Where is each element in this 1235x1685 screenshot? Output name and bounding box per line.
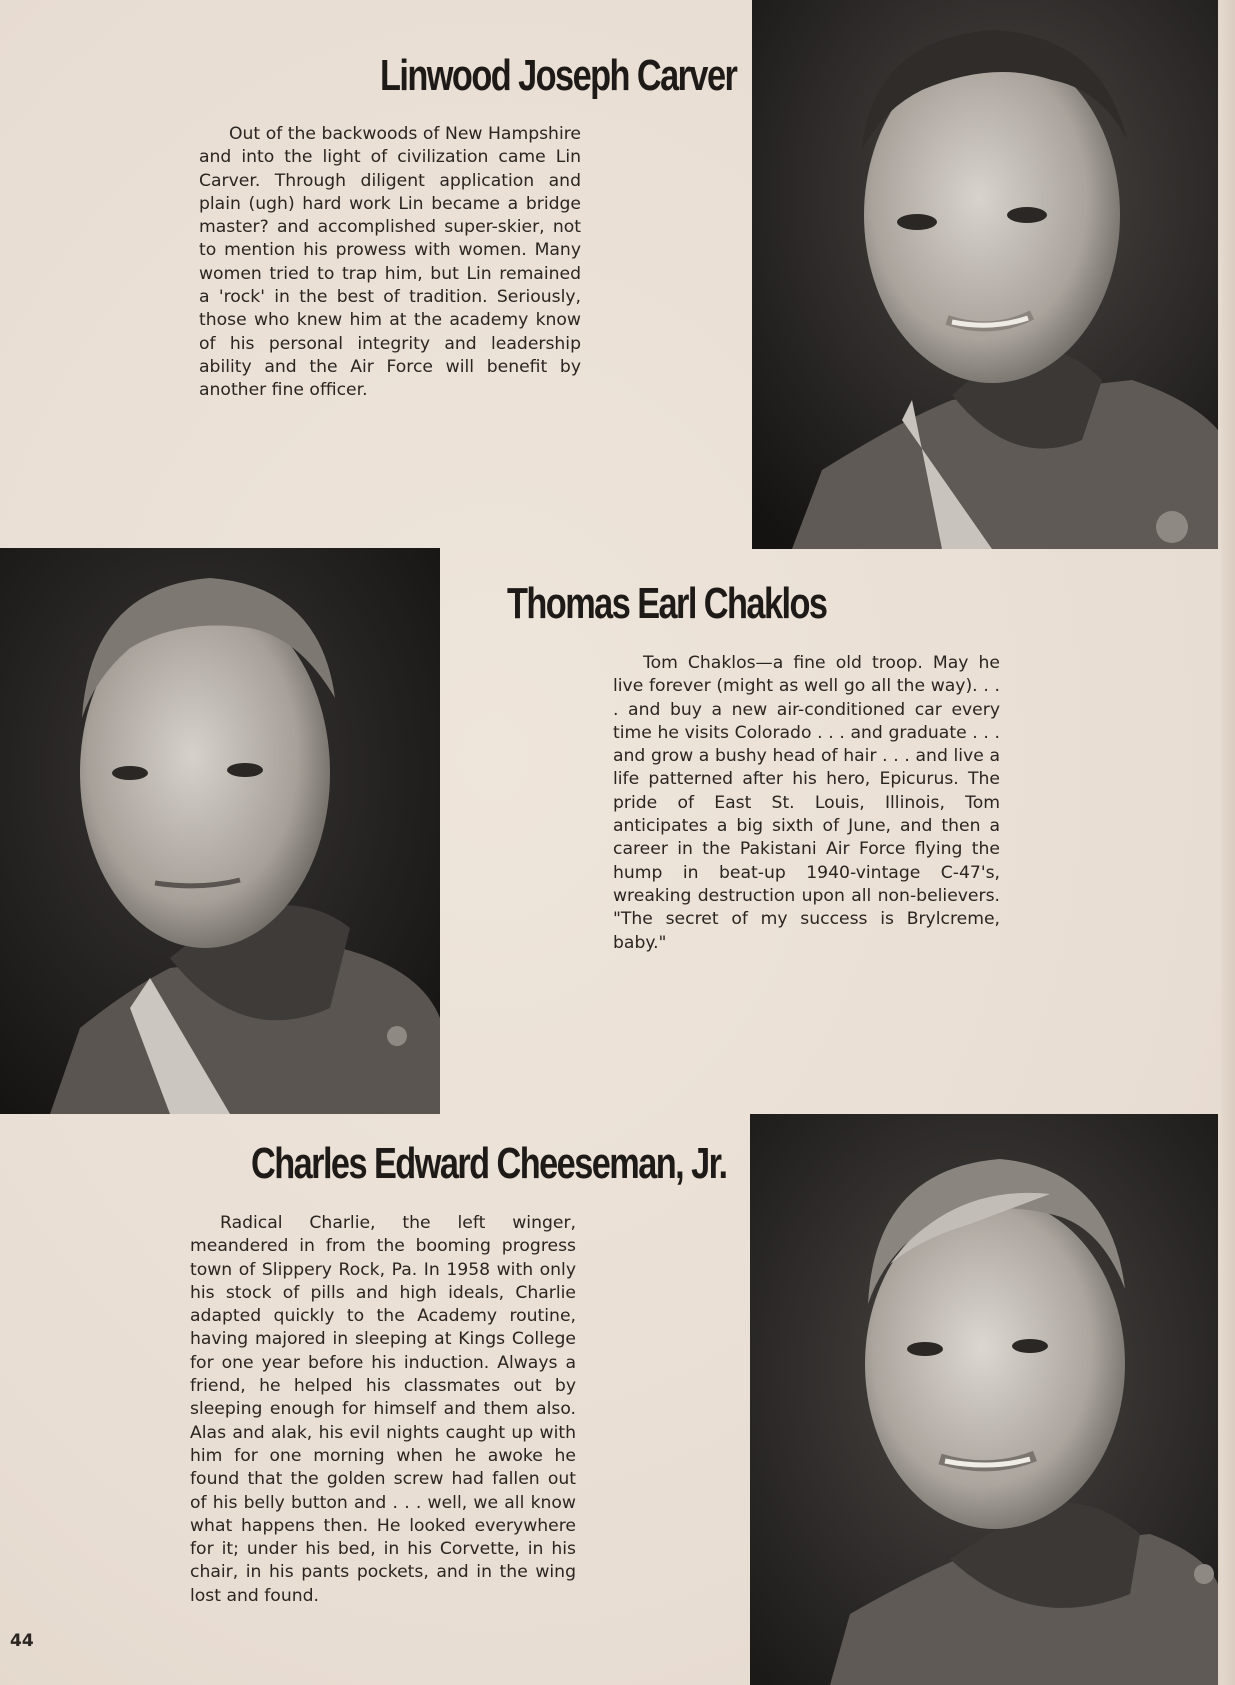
entry-name: Thomas Earl Chaklos xyxy=(507,579,827,628)
entry-name: Charles Edward Cheeseman, Jr. xyxy=(251,1139,727,1188)
entry-bio: Out of the backwoods of New Hampshire and into the light of civilization came Lin Carver. Through diligent application and plain (ugh) hard work Lin became a bridge master? and accomplished super-skier, not to mention his prowess with women. Many women tried to trap him, but Lin remained a 'rock' in the best of tradition. Seriously, those who knew him at the academy know of his personal integrity and leadership ability and the Air Force will benefit by another fine officer. xyxy=(199,124,581,401)
page-edge xyxy=(1221,0,1235,1685)
entry-name: Linwood Joseph Carver xyxy=(380,51,737,100)
portrait-photo xyxy=(750,1114,1218,1685)
portrait-photo xyxy=(0,548,440,1114)
entry-bio: Radical Charlie, the left winger, meandered in from the booming progress town of Slippery Rock, Pa. In 1958 with only his stock of pills and high ideals, Charlie adapted quickly to the Academy routine, having majored in sleeping at Kings College for one year before his induction. Always a friend, he helped his classmates out by sleeping enough for himself and them also. Alas and alak, his evil nights caught up with him for one morning when he awoke he found that the golden screw had fallen out of his belly button and . . . well, we all know what happens then. He looked everywhere for it; under his bed, in his Corvette, in his chair, in his pants pockets, and in the wing lost and found. xyxy=(190,1213,576,1606)
page-number: 44 xyxy=(10,1631,34,1651)
entry-bio: Tom Chaklos—a fine old troop. May he live forever (might as well go all the way). . . . and buy a new air-conditioned car every time he visits Colorado . . . and graduate . . . and grow a bushy head of hair . . . and live a life patterned after his hero, Epicurus. The pride of East St. Louis, Illinois, Tom anticipates a big sixth of June, and then a career in the Pakistani Air Force flying the hump in beat-up 1940-vintage C-47's, wreaking destruction upon all non-believers. "The secret of my success is Brylcreme, baby." xyxy=(613,653,1000,953)
portrait-photo xyxy=(752,0,1218,549)
